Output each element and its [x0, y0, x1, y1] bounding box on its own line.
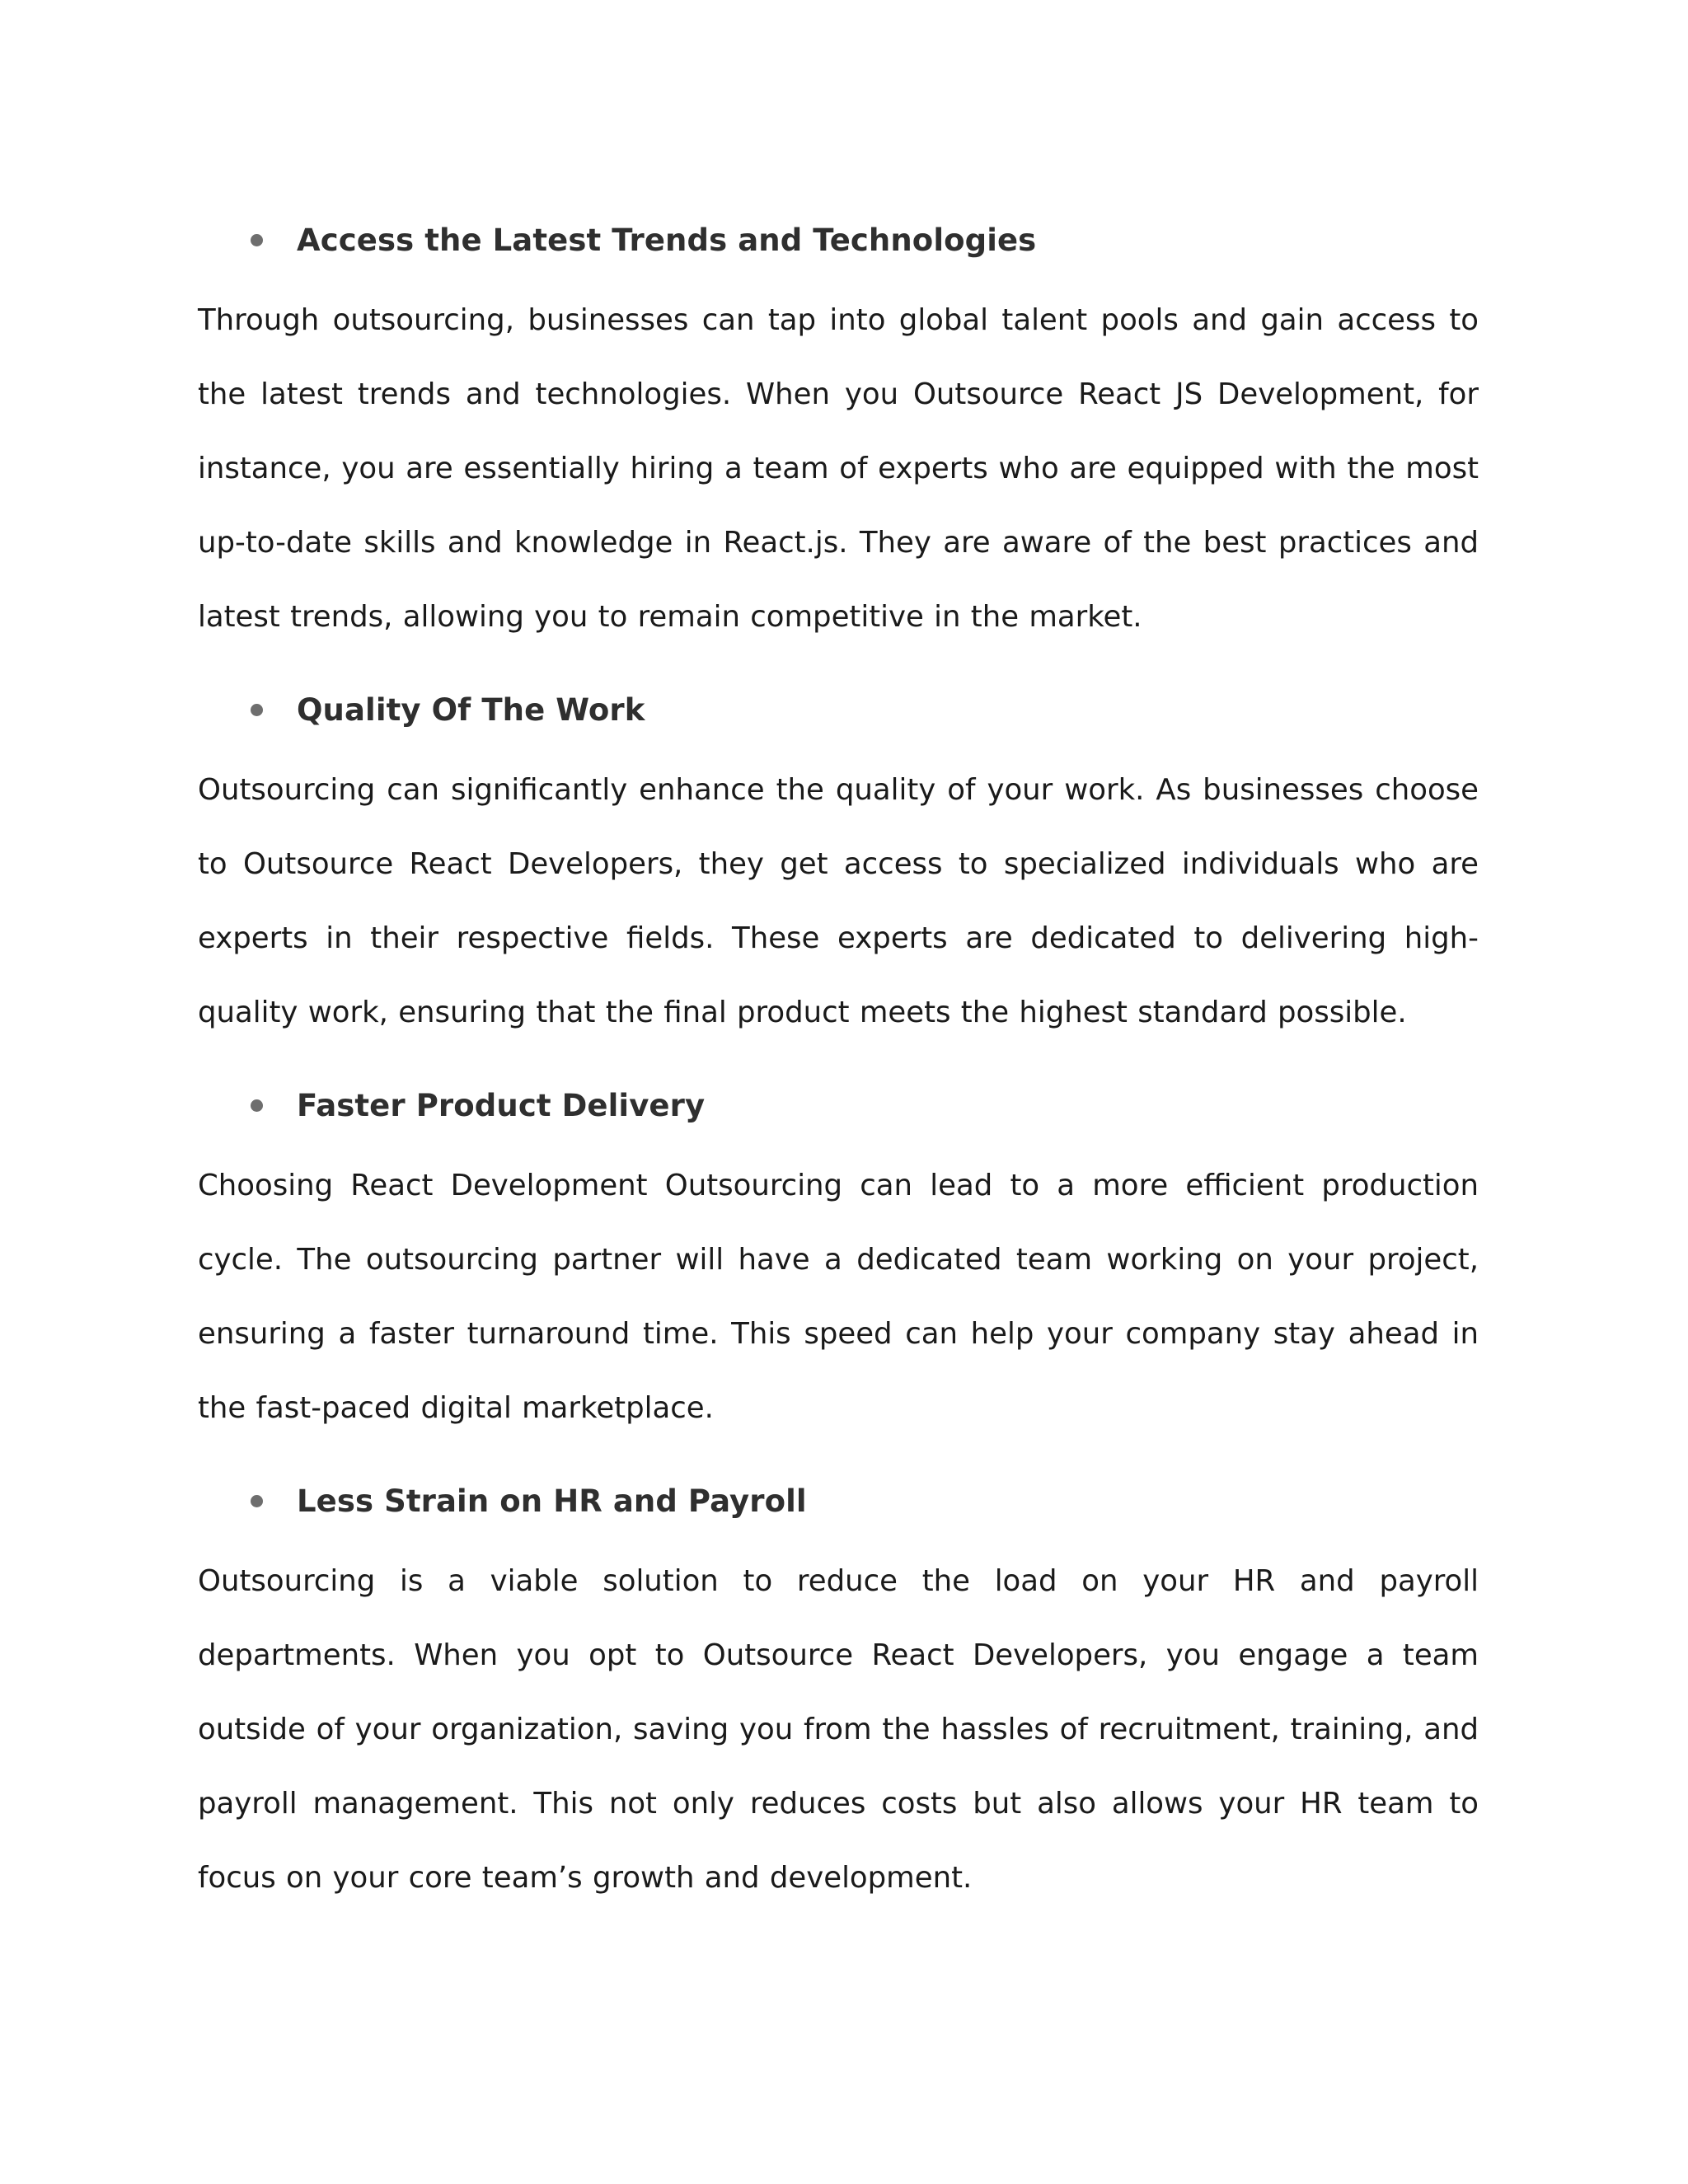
section-paragraph: Outsourcing can significantly enhance the quality of your work. As businesses choose to Outsource React Developers, they get access to specialized individuals who are experts in their respective fields. These experts are dedicated to delivering high-quality work, ensuring that the final product meets the highest standard possible.	[198, 773, 1479, 1029]
section-heading: Access the Latest Trends and Technologies	[297, 222, 1037, 258]
section-heading: Quality Of The Work	[297, 691, 645, 728]
section-paragraph: Outsourcing is a viable solution to reduce the load on your HR and payroll departments. When you opt to Outsource React Developers, you engage a team outside of your organization, saving you from the hassles of recruitment, training, and payroll management. This not only reduces costs but also allows your HR team to focus on your core team’s growth and development.	[198, 1564, 1479, 1895]
bullet-item	[198, 1080, 1479, 1131]
bullet-item	[198, 214, 1479, 265]
section-quality	[198, 684, 1479, 1050]
section-faster-delivery	[198, 1080, 1479, 1446]
document-content	[198, 214, 1479, 1945]
section-heading: Less Strain on HR and Payroll	[297, 1483, 807, 1519]
section-heading: Faster Product Delivery	[297, 1087, 706, 1123]
section-less-strain	[198, 1475, 1479, 1915]
bullet-item	[198, 684, 1479, 735]
section-paragraph: Choosing React Development Outsourcing can lead to a more efficient production cycle. The outsourcing partner will have a dedicated team working on your project, ensuring a faster turnaround time. This speed can help your company stay ahead in the fast-paced digital marketplace.	[198, 1169, 1479, 1425]
section-access-trends	[198, 214, 1479, 654]
section-paragraph: Through outsourcing, businesses can tap into global talent pools and gain access to the latest trends and technologies. When you Outsource React JS Development, for instance, you are essentially hiring a team of experts who are equipped with the most up-to-date skills and knowledge in React.js. They are aware of the best practices and latest trends, allowing you to remain competitive in the market.	[198, 303, 1479, 634]
bullet-icon	[251, 704, 263, 716]
bullet-icon	[251, 1495, 263, 1507]
bullet-item	[198, 1475, 1479, 1526]
bullet-icon	[251, 234, 263, 246]
bullet-icon	[251, 1099, 263, 1112]
